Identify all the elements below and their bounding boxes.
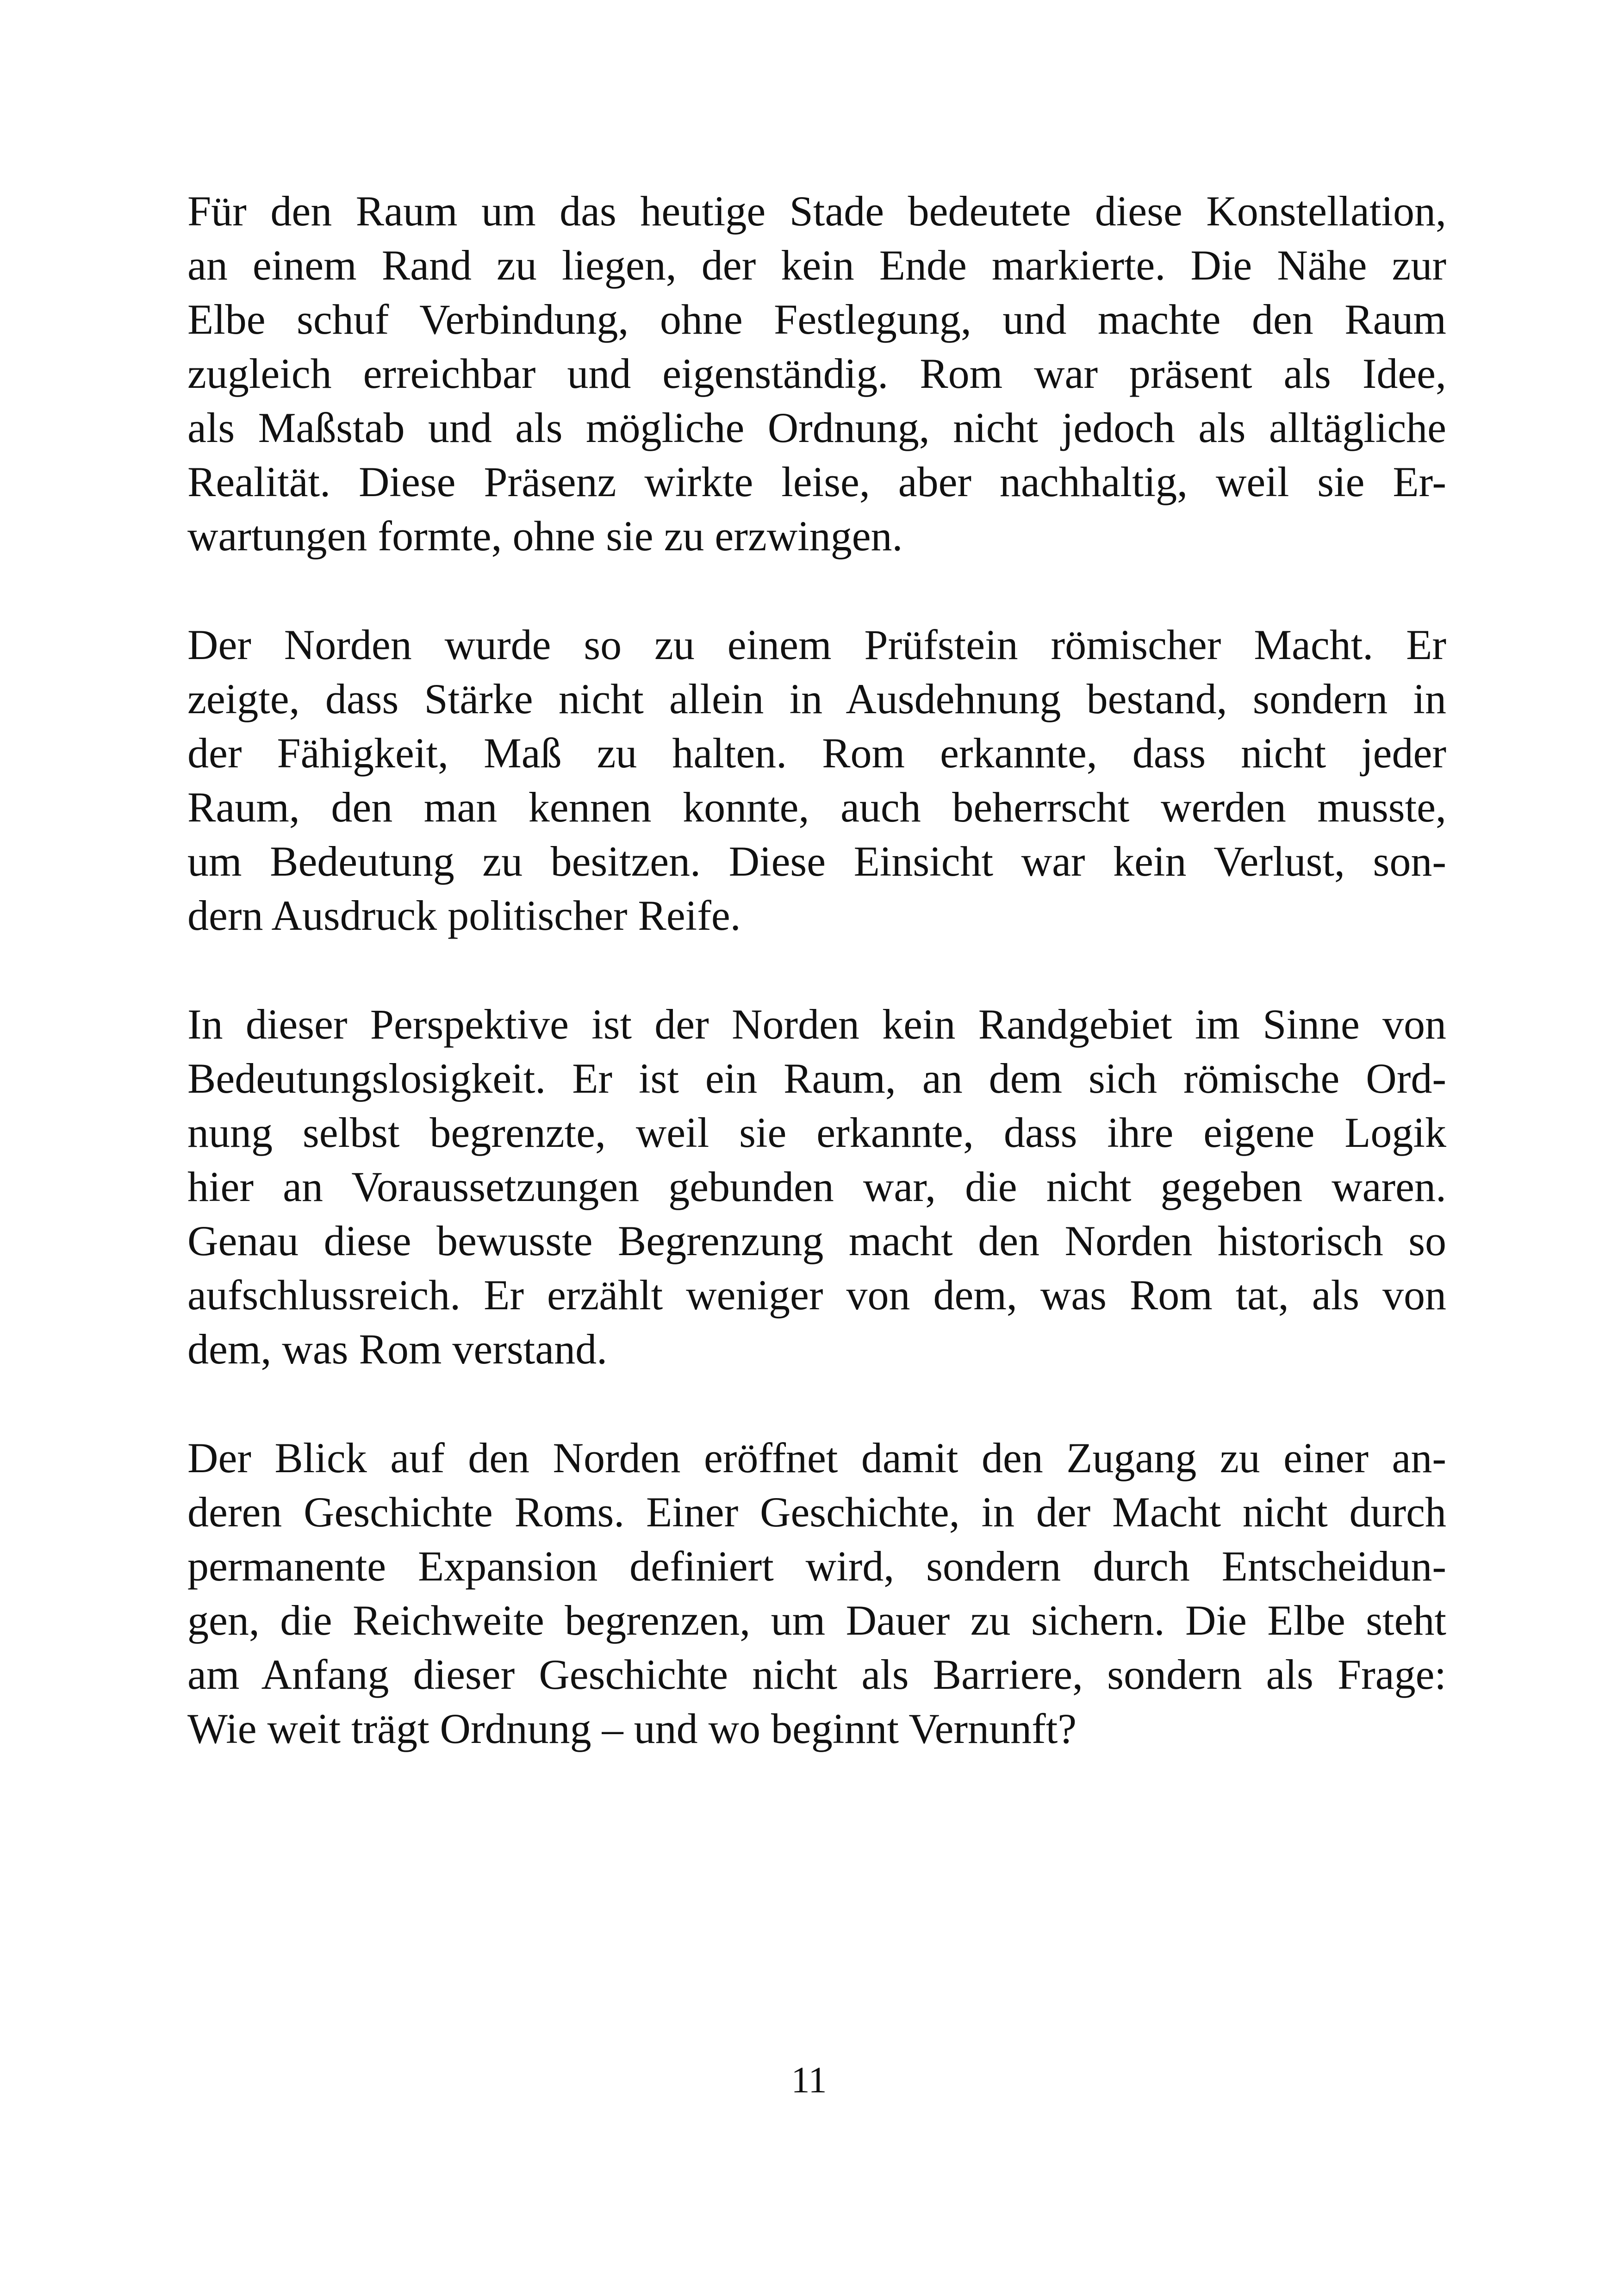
text-line: dern Ausdruck politischer Reife. xyxy=(187,892,741,939)
text-line: Genau diese bewusste Begrenzung macht den Norden historisch so xyxy=(187,1217,1446,1264)
paragraph-4 xyxy=(187,1431,1446,1756)
text-line: Elbe schuf Verbindung, ohne Festlegung, und machte den Raum xyxy=(187,296,1446,343)
text-line: an einem Rand zu liegen, der kein Ende markierte. Die Nähe zur xyxy=(187,242,1446,289)
text-line: dem, was Rom verstand. xyxy=(187,1325,608,1373)
text-line: Wie weit trägt Ordnung – und wo beginnt Vernunft? xyxy=(187,1705,1077,1752)
text-line: In dieser Perspektive ist der Norden kein Randgebiet im Sinne von xyxy=(187,1001,1446,1048)
text-line: aufschlussreich. Er erzählt weniger von dem, was Rom tat, als von xyxy=(187,1271,1446,1319)
text-line: Bedeutungslosigkeit. Er ist ein Raum, an dem sich römische Ord- xyxy=(187,1055,1446,1102)
text-line: als Maßstab und als mögliche Ordnung, nicht jedoch als alltägliche xyxy=(187,404,1446,451)
text-line: Raum, den man kennen konnte, auch beherrscht werden musste, xyxy=(187,784,1446,831)
text-line: am Anfang dieser Geschichte nicht als Barriere, sondern als Frage: xyxy=(187,1651,1446,1698)
text-line: permanente Expansion definiert wird, sondern durch Entscheidun- xyxy=(187,1543,1446,1590)
text-line: Für den Raum um das heutige Stade bedeutete diese Konstellation, xyxy=(187,187,1446,235)
paragraph-1 xyxy=(187,184,1446,563)
text-line: zeigte, dass Stärke nicht allein in Ausdehnung bestand, sondern in xyxy=(187,675,1446,722)
text-line: deren Geschichte Roms. Einer Geschichte, in der Macht nicht durch xyxy=(187,1488,1446,1536)
paragraph-2 xyxy=(187,618,1446,943)
text-line: gen, die Reichweite begrenzen, um Dauer zu sichern. Die Elbe steht xyxy=(187,1597,1446,1644)
paragraph-3 xyxy=(187,997,1446,1376)
text-line: nung selbst begrenzte, weil sie erkannte, dass ihre eigene Logik xyxy=(187,1109,1446,1156)
text-line: hier an Voraussetzungen gebunden war, die nicht gegeben waren. xyxy=(187,1163,1446,1210)
text-line: der Fähigkeit, Maß zu halten. Rom erkannte, dass nicht jeder xyxy=(187,729,1446,777)
body-text xyxy=(187,184,1446,1811)
text-line: Realität. Diese Präsenz wirkte leise, aber nachhaltig, weil sie Er- xyxy=(187,458,1446,505)
text-line: wartungen formte, ohne sie zu erzwingen. xyxy=(187,512,903,560)
text-line: um Bedeutung zu besitzen. Diese Einsicht war kein Verlust, son- xyxy=(187,838,1446,885)
text-line: Der Blick auf den Norden eröffnet damit den Zugang zu einer an- xyxy=(187,1434,1446,1481)
text-line: Der Norden wurde so zu einem Prüfstein römischer Macht. Er xyxy=(187,621,1446,668)
page-number: 11 xyxy=(791,2060,827,2101)
text-line: zugleich erreichbar und eigenständig. Rom war präsent als Idee, xyxy=(187,350,1446,397)
